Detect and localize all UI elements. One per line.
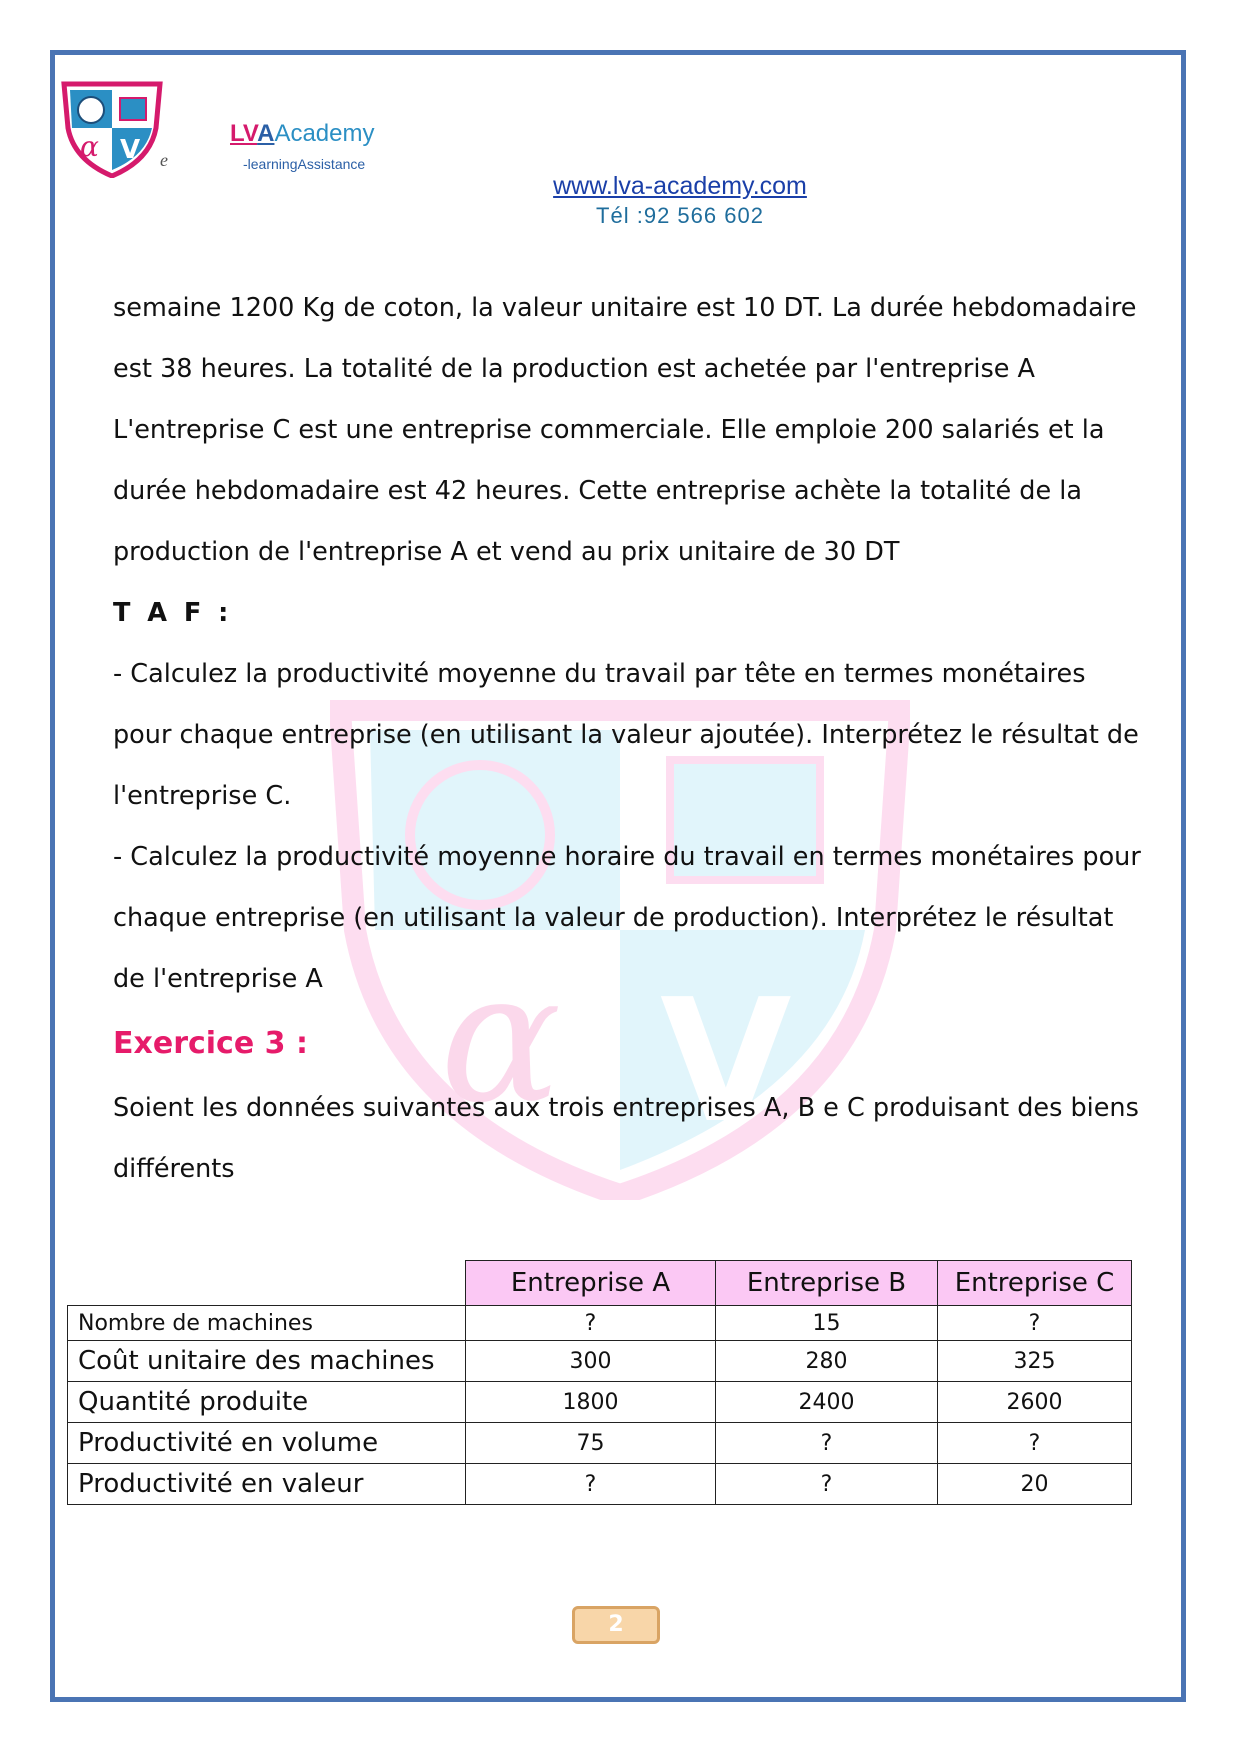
table-cell: ? — [938, 1423, 1132, 1464]
row-label: Quantité produite — [68, 1382, 466, 1423]
table-cell: 2400 — [716, 1382, 938, 1423]
paragraph: semaine 1200 Kg de coton, la valeur unitaire est 10 DT. La durée hebdomadaire est 38 heures. La totalité de la production est achetée par l'entreprise A — [113, 293, 1137, 384]
phone-number: Tél :92 566 602 — [596, 203, 764, 228]
table-cell: 280 — [716, 1341, 938, 1382]
table-row — [68, 1464, 1132, 1505]
svg-text:α: α — [80, 130, 99, 163]
table-cell: 300 — [466, 1341, 716, 1382]
table-cell: ? — [466, 1464, 716, 1505]
svg-text:V: V — [660, 963, 792, 1161]
table-cell: ? — [716, 1423, 938, 1464]
table-cell: 20 — [938, 1464, 1132, 1505]
table-cell: 325 — [938, 1341, 1132, 1382]
paragraph: L'entreprise C est une entreprise commerciale. Elle emploie 200 salariés et la durée hebdomadaire est 42 heures. Cette entreprise achète la totalité de la production de l'entreprise A et vend au prix unitaire de 30 DT — [113, 415, 1105, 567]
page-number: 2 — [572, 1606, 660, 1644]
table-header-row — [68, 1261, 1132, 1306]
table-cell: 75 — [466, 1423, 716, 1464]
row-label: Nombre de machines — [68, 1306, 466, 1341]
column-header: Entreprise A — [466, 1261, 716, 1306]
lva-logo-icon — [58, 78, 166, 178]
column-header: Entreprise B — [716, 1261, 938, 1306]
row-label: Productivité en valeur — [68, 1464, 466, 1505]
document-body — [113, 278, 1143, 1200]
exercise-heading: Exercice 3 : — [113, 1026, 308, 1061]
table-cell: 2600 — [938, 1382, 1132, 1423]
table-corner — [68, 1261, 466, 1306]
taf-heading: T A F : — [113, 598, 233, 628]
logo-letter: e — [160, 150, 168, 170]
svg-text:α: α — [440, 934, 562, 1143]
website-link[interactable]: www.lva-academy.com — [553, 172, 807, 200]
table-row — [68, 1423, 1132, 1464]
table-row — [68, 1382, 1132, 1423]
brand-name — [230, 120, 375, 148]
exercise-intro: Soient les données suivantes aux trois entreprises A, B e C produisant des biens différents — [113, 1093, 1139, 1184]
brand-a: A — [257, 120, 275, 147]
brand-lv: LV — [230, 120, 258, 147]
brand-rest: Academy — [274, 120, 375, 147]
data-table — [67, 1260, 1132, 1505]
svg-text:V: V — [120, 135, 141, 165]
table-cell: 15 — [716, 1306, 938, 1341]
table-cell: ? — [466, 1306, 716, 1341]
table-row — [68, 1341, 1132, 1382]
table-cell: ? — [716, 1464, 938, 1505]
table-cell: 1800 — [466, 1382, 716, 1423]
question: - Calculez la productivité moyenne du travail par tête en termes monétaires pour chaque entreprise (en utilisant la valeur ajoutée). Interprétez le résultat de l'entreprise C. — [113, 659, 1139, 811]
question: - Calculez la productivité moyenne horaire du travail en termes monétaires pour chaque entreprise (en utilisant la valeur de production). Interprétez le résultat de l'entreprise A — [113, 842, 1141, 994]
brand-tagline: -learningAssistance — [243, 156, 366, 172]
column-header: Entreprise C — [938, 1261, 1132, 1306]
table-cell: ? — [938, 1306, 1132, 1341]
row-label: Coût unitaire des machines — [68, 1341, 466, 1382]
table-row — [68, 1306, 1132, 1341]
row-label: Productivité en volume — [68, 1423, 466, 1464]
